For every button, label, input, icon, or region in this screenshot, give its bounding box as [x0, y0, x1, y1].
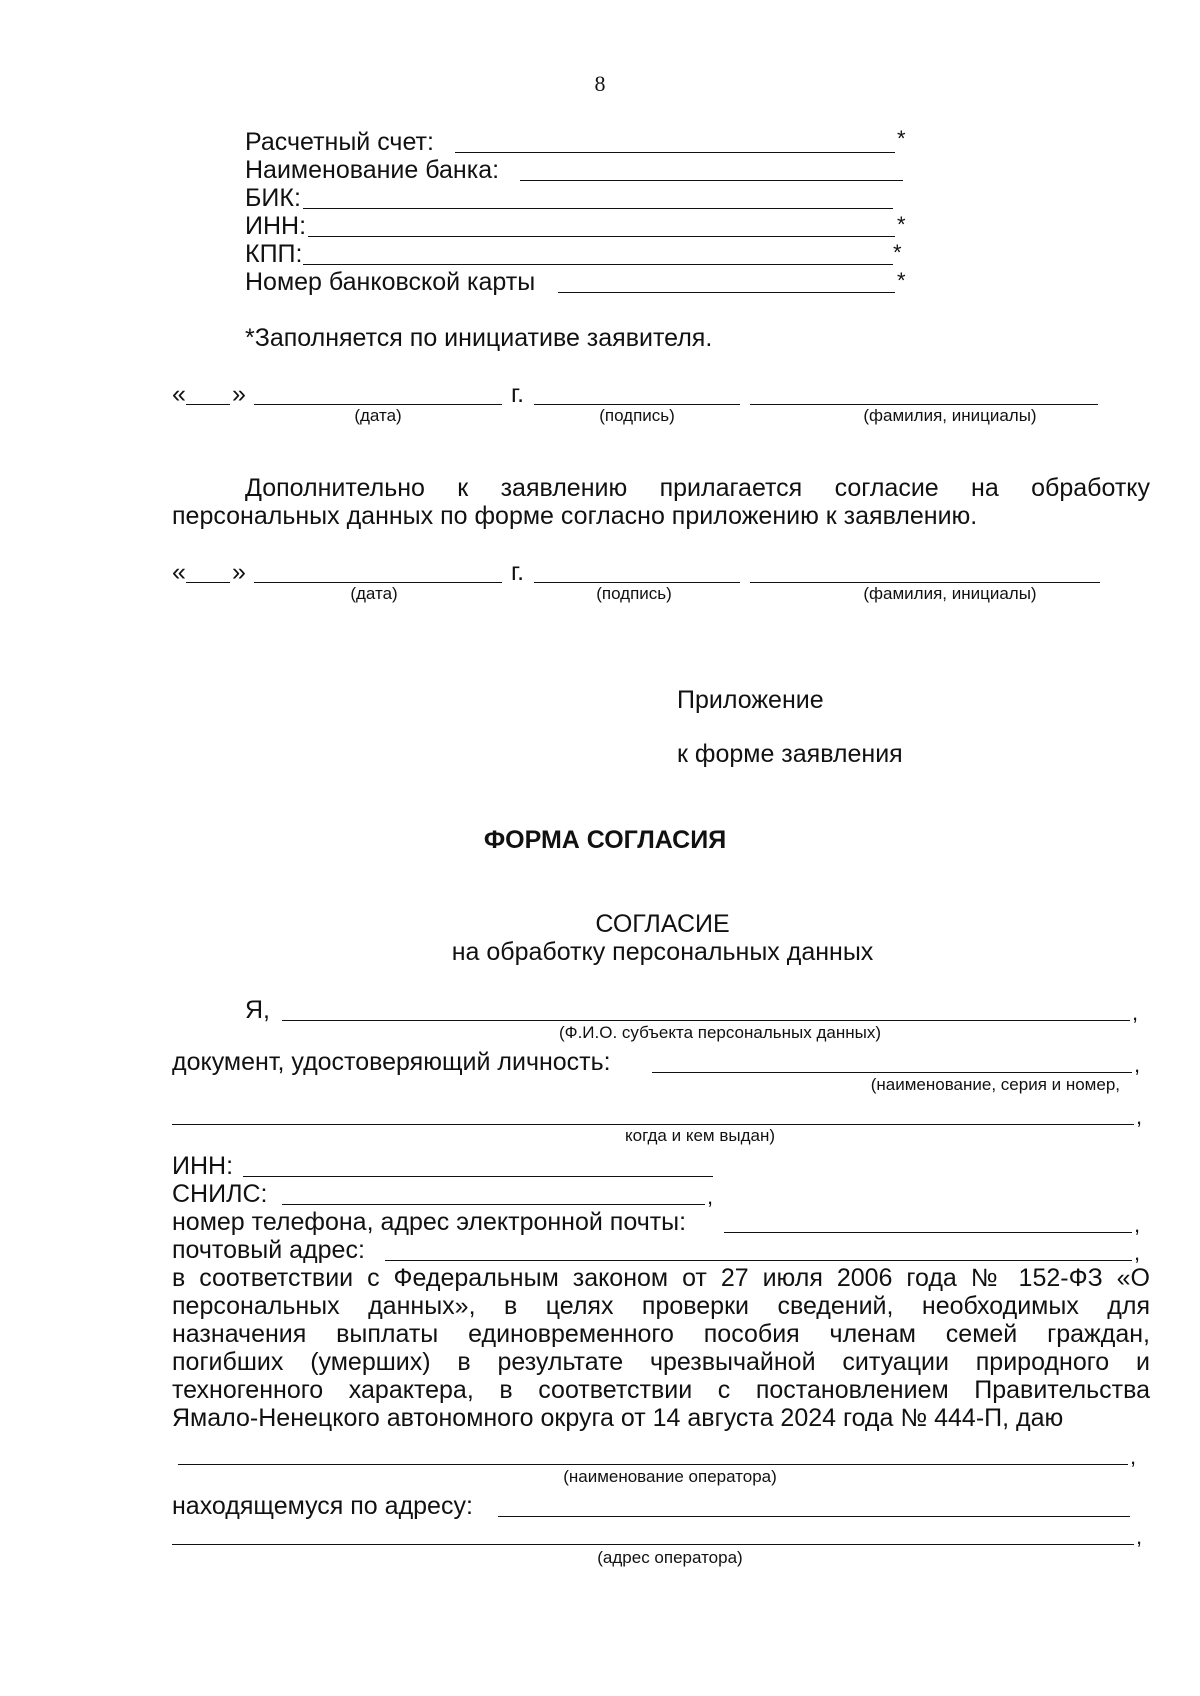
- document-issued-comma: ,: [1136, 1104, 1143, 1129]
- document-caption-2: когда и кем выдан): [624, 1126, 775, 1145]
- kpp-asterisk: *: [893, 240, 902, 265]
- address-field[interactable]: [498, 1492, 1130, 1518]
- postal-comma: ,: [1134, 1240, 1141, 1265]
- year-suffix: г.: [511, 380, 525, 408]
- operator-caption: (наименование оператора): [563, 1467, 777, 1486]
- document-caption-1: (наименование, серия и номер,: [870, 1075, 1120, 1094]
- inn-label: ИНН:: [245, 212, 307, 240]
- name-caption-2: (фамилия, инициалы): [863, 584, 1037, 603]
- law-text-line-6: Ямало-Ненецкого автономного округа от 14 августа 2024 года № 444-П, даю: [172, 1404, 1064, 1432]
- law-text-line-4: погибших (умерших) в результате чрезвычайной ситуации природного и: [172, 1348, 1150, 1376]
- law-text-line-1: в соответствии с Федеральным законом от 27 июля 2006 года № 152-ФЗ «О: [172, 1264, 1150, 1292]
- consent-subtitle: на обработку персональных данных: [451, 938, 874, 966]
- snils-field[interactable]: [282, 1180, 705, 1206]
- bank-name-field[interactable]: [520, 156, 903, 182]
- signature-caption-2: (подпись): [596, 584, 672, 603]
- appendix-line-2: к форме заявления: [677, 740, 903, 768]
- signature-field-2[interactable]: [534, 558, 740, 584]
- kpp-field[interactable]: [303, 240, 893, 266]
- bank-name-label: Наименование банка:: [245, 156, 500, 184]
- form-title: ФОРМА СОГЛАСИЯ: [483, 826, 727, 854]
- quote-open: «: [172, 380, 186, 408]
- card-label: Номер банковской карты: [245, 268, 536, 296]
- law-text-line-2: персональных данных», в целях проверки сведений, необходимых для: [172, 1292, 1150, 1320]
- bik-field[interactable]: [303, 184, 893, 210]
- name-field[interactable]: [750, 380, 1098, 406]
- year-suffix-2: г.: [511, 558, 525, 586]
- operator-name-field[interactable]: [178, 1440, 1128, 1466]
- address-label: находящемуся по адресу:: [172, 1492, 473, 1520]
- phone-email-field[interactable]: [724, 1208, 1132, 1234]
- postal-field[interactable]: [385, 1236, 1132, 1262]
- date-field-2[interactable]: [254, 558, 502, 584]
- postal-label: почтовый адрес:: [172, 1236, 365, 1264]
- day-field[interactable]: [186, 380, 230, 406]
- quote-close-2: »: [232, 558, 246, 586]
- card-asterisk: *: [897, 268, 906, 293]
- date-field[interactable]: [254, 380, 502, 406]
- footnote: *Заполняется по инициативе заявителя.: [245, 324, 713, 352]
- snils-comma: ,: [707, 1184, 714, 1209]
- phone-email-label: номер телефона, адрес электронной почты:: [172, 1208, 687, 1236]
- attachment-note-line-2: персональных данных по форме согласно приложению к заявлению.: [172, 502, 978, 530]
- account-asterisk: *: [897, 126, 906, 151]
- address-caption: (адрес оператора): [597, 1548, 743, 1567]
- inn-consent-label: ИНН:: [172, 1152, 234, 1180]
- attachment-note-line-1: Дополнительно к заявлению прилагается согласие на обработку: [245, 474, 1150, 502]
- law-text-line-5: техногенного характера, в соответствии с постановлением Правительства: [172, 1376, 1150, 1404]
- address-field-2[interactable]: [172, 1520, 1134, 1546]
- document-comma: ,: [1134, 1052, 1141, 1077]
- fio-field[interactable]: [282, 996, 1130, 1022]
- date-caption: (дата): [354, 406, 402, 425]
- date-caption-2: (дата): [350, 584, 398, 603]
- document-label: документ, удостоверяющий личность:: [172, 1048, 611, 1076]
- day-field-2[interactable]: [186, 558, 230, 584]
- kpp-label: КПП:: [245, 240, 303, 268]
- operator-comma: ,: [1130, 1444, 1137, 1469]
- signature-caption: (подпись): [599, 406, 675, 425]
- consent-title: СОГЛАСИЕ: [595, 910, 730, 938]
- card-field[interactable]: [558, 268, 895, 294]
- inn-asterisk: *: [897, 212, 906, 237]
- inn-consent-field[interactable]: [243, 1152, 713, 1178]
- signature-field[interactable]: [534, 380, 740, 406]
- address-comma: ,: [1136, 1524, 1143, 1549]
- document-field[interactable]: [652, 1048, 1132, 1074]
- fio-comma: ,: [1132, 1000, 1139, 1025]
- quote-open-2: «: [172, 558, 186, 586]
- bik-label: БИК:: [245, 184, 301, 212]
- appendix-line-1: Приложение: [677, 686, 824, 714]
- document-issued-field[interactable]: [172, 1100, 1134, 1126]
- name-caption: (фамилия, инициалы): [863, 406, 1037, 425]
- snils-label: СНИЛС:: [172, 1180, 268, 1208]
- account-label: Расчетный счет:: [245, 128, 434, 156]
- name-field-2[interactable]: [750, 558, 1100, 584]
- fio-caption: (Ф.И.О. субъекта персональных данных): [558, 1023, 881, 1042]
- quote-close: »: [232, 380, 246, 408]
- i-label: Я,: [245, 996, 270, 1024]
- account-field[interactable]: [455, 128, 895, 154]
- law-text-line-3: назначения выплаты единовременного пособия членам семей граждан,: [172, 1320, 1150, 1348]
- phone-email-comma: ,: [1134, 1212, 1141, 1237]
- page-number: 8: [594, 71, 606, 96]
- inn-field[interactable]: [308, 212, 895, 238]
